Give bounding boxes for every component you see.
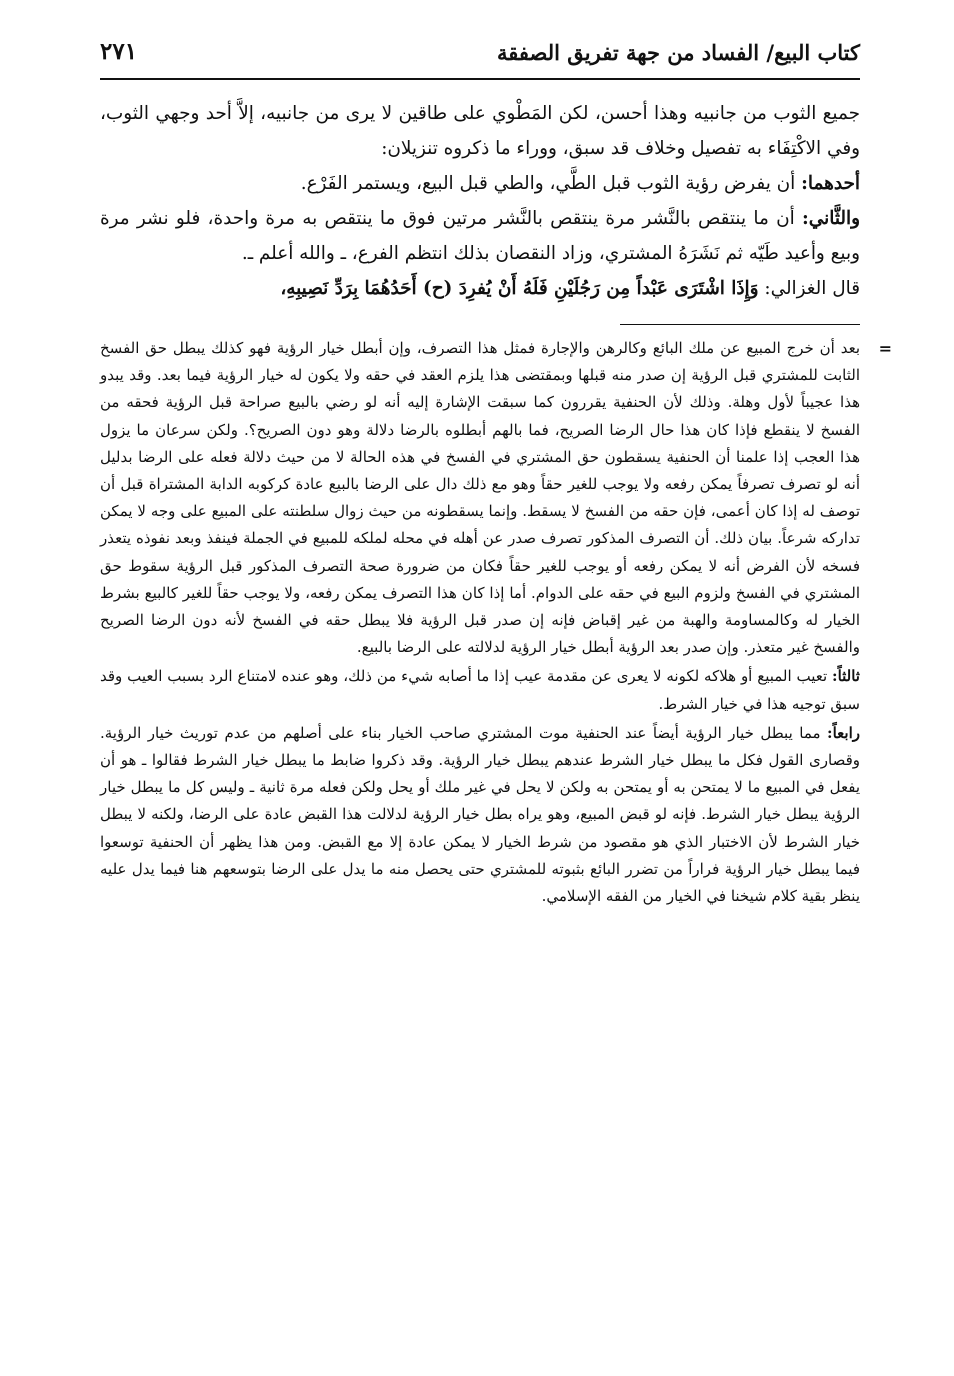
paragraph-3 bbox=[100, 201, 860, 271]
paragraph-2-text: أن يفرض رؤية الثوب قبل الطَّي، والطي قبل البيع، ويستمر الفَرْع. bbox=[300, 173, 796, 194]
footnote-paragraph-3-lead: رابعاً: bbox=[827, 723, 860, 742]
paragraph-1: جميع الثوب من جانبيه وهذا أحسن، لكن المَطْوي على طاقين لا يرى من جانبيه، إلاَّ أحد وجهي الثوب، وفي الاكْتِفَاء به تفصيل وخلاف قد سبق، ووراء ما ذكروه تنزيلان: bbox=[100, 103, 860, 159]
footnote-paragraph-2-lead: ثالثاً: bbox=[832, 667, 860, 686]
paragraph-3-text: أن ما ينتقص بالنَّشر مرة ينتقص بالنَّشر مرتين فوق ما ينتقص به مرة واحدة، فلو نشر مرة وبيع وأعيد طَيّه ثم نَشَرَهُ المشتري، وزاد النقصان بذلك انتظم الفرع، ـ والله أعلم ـ. bbox=[100, 208, 860, 264]
main-text bbox=[100, 96, 860, 306]
running-header bbox=[100, 34, 860, 80]
header-title: كتاب البيع/ الفساد من جهة تفريق الصفقة bbox=[497, 40, 860, 65]
footnote-paragraph-1: بعد أن خرج المبيع عن ملك البائع وكالرهن والإجارة فمثل هذا التصرف، وإن أبطل خيار الرؤية فهو كذلك يبطل حق الفسخ الثابت للمشتري قبل الرؤية إن صدر منه قبلها وبمقتضى هذا يلزم العقد في حقه ولا يكون له خيار الرؤية فيما بعد. وقد يبدو هذا عجيباً لأول وهلة. وذلك لأن الحنفية يقررون كما سبقت الإشارة إليه أنه لو رضي بالبيع صراحة قبل الرؤية فحقه من الفسخ لا ينقطع فإذا كان هذا حال الرضا الصريح، فما بالهم أبطلوه بالرضا دلالة وهو دون الصريح؟. ولكن سرعان ما يزول هذا العجب إذا علمنا أن الحنفية يسقطون حق المشتري في الفسخ في هذه الحالة لا من حيث دلالة فعله على الرضا بدليل أنه لو تصرف تصرفاً يمكن رفعه ولا يوجب للغير حقاً وهو مع ذلك دال على الرضا بالبيع عادة كركوبه الدابة المشتراة قبل أن توصف له إذا كان أعمى، فإن حقه من الفسخ لا يسقط. وإنما يسقطونه من حيث زوال سلطنته على المبيع على وجه لا يمكن تداركه شرعاً. بيان ذلك. أن التصرف المذكور تصرف صدر عن أهله في محله لملكه للمبيع في الجملة فينفذ وبعد نفوذه يتعذر فسخه لأن الفرض أنه لا يمكن رفعه أو يوجب للغير حقاً فكان من ضرورة صحة التصرف المذكور قبل الرؤية سقوط حق المشتري في الفسخ ولزوم البيع في حقه على الدوام. أما إذا كان هذا التصرف يمكن رفعه، ولا يوجب حقاً للغير كالبيع بشرط الخيار له وكالمساومة والهبة من غير إقباض فإنه إن صدر قبل الرؤية فلا يبطل حقه في الفسخ لأنه دون الرضا الصريح والفسخ غير متعذر. وإن صدر بعد الرؤية أبطل خيار الرؤية لدلالته على الرضا بالبيع. bbox=[100, 339, 860, 657]
footnotes bbox=[100, 335, 892, 910]
paragraph-2 bbox=[100, 166, 860, 201]
paragraph-4-intro: قال الغزالي: bbox=[764, 278, 860, 299]
footnote-paragraph-2 bbox=[100, 663, 860, 717]
book-page bbox=[100, 34, 892, 1354]
page-number: ٢٧١ bbox=[100, 38, 138, 65]
footnote-continuation-mark: = bbox=[878, 339, 892, 358]
footnote-paragraph-3-text: مما يبطل خيار الرؤية أيضاً عند الحنفية موت المشتري صاحب الخيار بناء على أصلهم من عدم توريث خيار الرؤية. وقصارى القول فكل ما يبطل خيار الشرط عندهم يبطل خيار الرؤية. وقد ذكروا ضابط ما يبطل خيار الشرط فقالوا ـ هو أن يفعل في المبيع ما لا يمتحن به أو يمتحن به ولكن لا يحل في غير ملك أو يحل ولكن فعله مرة ثانية ـ وليس كل ما يبطل خيار الرؤية يبطل خيار الشرط. فإنه لو قبض المبيع، وهو يراه بطل خيار الرؤية لدلالت هذا القبض عادة على الرضا، ولكنه لا يبطل خيار الشرط لأن الاختبار الذي هو مقصود من شرط الخيار لا يمكن عادة إلا مع القبض. ومن هذا يظهر أن الحنفية توسعوا فيما يبطل خيار الرؤية فراراً من تضرر البائع بثبوته للمشتري حتى يحصل منه ما يدل على الرضا بتوسعهم هنا فيما يدل عليه ينظر بقية كلام شيخنا في الخيار من الفقه الإسلامي. bbox=[100, 723, 861, 906]
ghazali-quote: وَإِذَا اشْتَرَى عَبْداً مِن رَجُلَيْنِ فَلَهُ أَنْ يُفرِدَ (ح) أَحَدُهُمَا بِرَدِّ نَصِيبِهِ، bbox=[280, 278, 759, 299]
paragraph-4 bbox=[100, 271, 860, 306]
footnote-paragraph-3 bbox=[100, 720, 860, 910]
footnote-paragraph-2-text: تعيب المبيع أو هلاكه لكونه لا يعرى عن مقدمة عيب إذا ما أصابه شيء من ذلك، وهو عنده لامتناع الرد بسبب العيب وقد سبق توجيه هذا في خيار الشرط. bbox=[100, 667, 860, 713]
footnote-divider bbox=[620, 324, 860, 325]
paragraph-3-lead: والثَّاني: bbox=[802, 208, 860, 229]
paragraph-2-lead: أحدهما: bbox=[801, 173, 860, 194]
